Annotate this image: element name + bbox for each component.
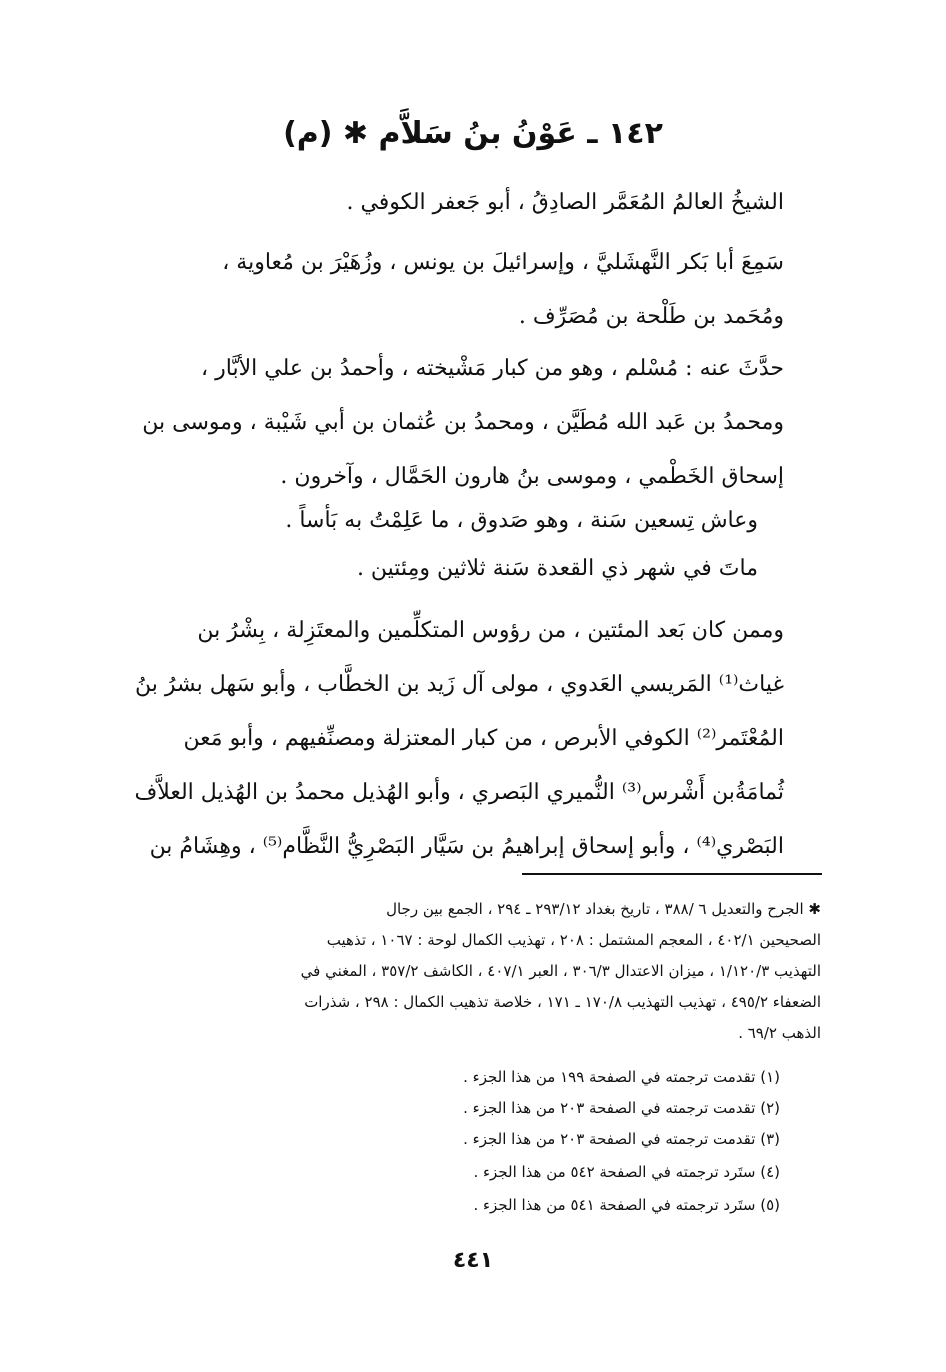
footnote-line: الضعفاء ٤٩٥/٢ ، تهذيب التهذيب ١٧٠/٨ ـ ١٧١ ، خلاصة تذهيب الكمال : ٢٩٨ ، شذرات: [304, 993, 821, 1011]
footnote-1: (١) تقدمت ترجمته في الصفحة ١٩٩ من هذا الجزء .: [463, 1068, 780, 1086]
footnote-line: الذهب ٦٩/٢ .: [738, 1024, 821, 1042]
entry-title: ١٤٢ ـ عَوْنُ بنُ سَلاَّم ✱ (م): [283, 116, 663, 151]
footnote-line: ✱ الجرح والتعديل ٦ /٣٨٨ ، تاريخ بغداد ٢٩٣/١٢ ـ ٢٩٤ ، الجمع بين رجال: [386, 900, 821, 918]
lived-paragraph: [165, 494, 758, 548]
text-line: الشيخُ العالمُ المُعَمَّر الصادِقُ ، أبو جَعفر الكوفي .: [346, 190, 784, 215]
footnote-line: التهذيب ١/١٢٠/٣ ، ميزان الاعتدال ٣٠٦/٣ ، العبر ٤٠٧/١ ، الكاشف ٣٥٧/٢ ، المغني في: [300, 962, 821, 980]
footnote-separator: [522, 873, 822, 875]
footnote-5: (٥) ستَرد ترجمته في الصفحة ٥٤١ من هذا الجزء .: [473, 1196, 780, 1214]
intro-paragraph: [165, 176, 784, 230]
text-line: البَصْري⁽⁴⁾ ، وأبو إسحاق إبراهيمُ بن سَيَّار البَصْرِيُّ النَّظَّام⁽⁵⁾ ، وهِشَامُ بن: [149, 834, 784, 859]
narrated-paragraph: [142, 342, 784, 504]
footnote-3: (٣) تقدمت ترجمته في الصفحة ٢٠٣ من هذا الجزء .: [463, 1130, 780, 1148]
text-line: إسحاق الخَطْمي ، وموسى بنُ هارون الحَمَّال ، وآخرون .: [280, 464, 784, 489]
others-paragraph: [134, 604, 784, 874]
text-line: ماتَ في شهر ذي القعدة سَنة ثلاثين ومِئتين .: [356, 556, 758, 581]
text-line: ومُحَمد بن طَلْحة بن مُصَرِّف .: [518, 304, 784, 329]
page-number: ٤٤١: [452, 1248, 494, 1273]
text-line: وممن كان بَعد المئتين ، من رؤوس المتكلِّمين والمعتَزِلة ، بِشْرُ بن: [197, 618, 784, 643]
text-line: ومحمدُ بن عَبد الله مُطَيَّن ، ومحمدُ بن عُثمان بن أبي شَيْبة ، وموسى بن: [142, 410, 784, 435]
text-line: سَمِعَ أبا بَكر النَّهشَليَّ ، وإسرائيلَ بن يونس ، وزُهَيْرَ بن مُعاوية ،: [222, 250, 784, 275]
heard-paragraph: [165, 236, 784, 344]
died-paragraph: [165, 542, 758, 596]
footnote-4: (٤) ستَرد ترجمته في الصفحة ٥٤٢ من هذا الجزء .: [473, 1163, 780, 1181]
text-line: المُعْتَمر⁽²⁾ الكوفي الأبرص ، من كبار المعتزلة ومصنِّفيهم ، وأبو مَعن: [183, 726, 784, 751]
text-line: ثُمامَةُبن أَشْرس⁽³⁾ النُّميري البَصري ، وأبو الهُذيل محمدُ بن الهُذيل العلاَّف: [134, 780, 784, 805]
text-line: غياث⁽¹⁾ المَريسي العَدوي ، مولى آل زَيد بن الخطَّاب ، وأبو سَهل بشرُ بنُ: [134, 672, 784, 697]
sources-footnote: [164, 894, 821, 1049]
footnote-2: (٢) تقدمت ترجمته في الصفحة ٢٠٣ من هذا الجزء .: [463, 1099, 780, 1117]
text-line: حدَّثَ عنه : مُسْلم ، وهو من كبار مَشْيخته ، وأحمدُ بن علي الأبَّار ،: [201, 356, 784, 381]
footnote-line: الصحيحين ٤٠٢/١ ، المعجم المشتمل : ٢٠٨ ، تهذيب الكمال لوحة : ١٠٦٧ ، تذهيب: [326, 931, 821, 949]
text-line: وعاش تِسعين سَنة ، وهو صَدوق ، ما عَلِمْتُ به بَأساً .: [285, 508, 758, 533]
